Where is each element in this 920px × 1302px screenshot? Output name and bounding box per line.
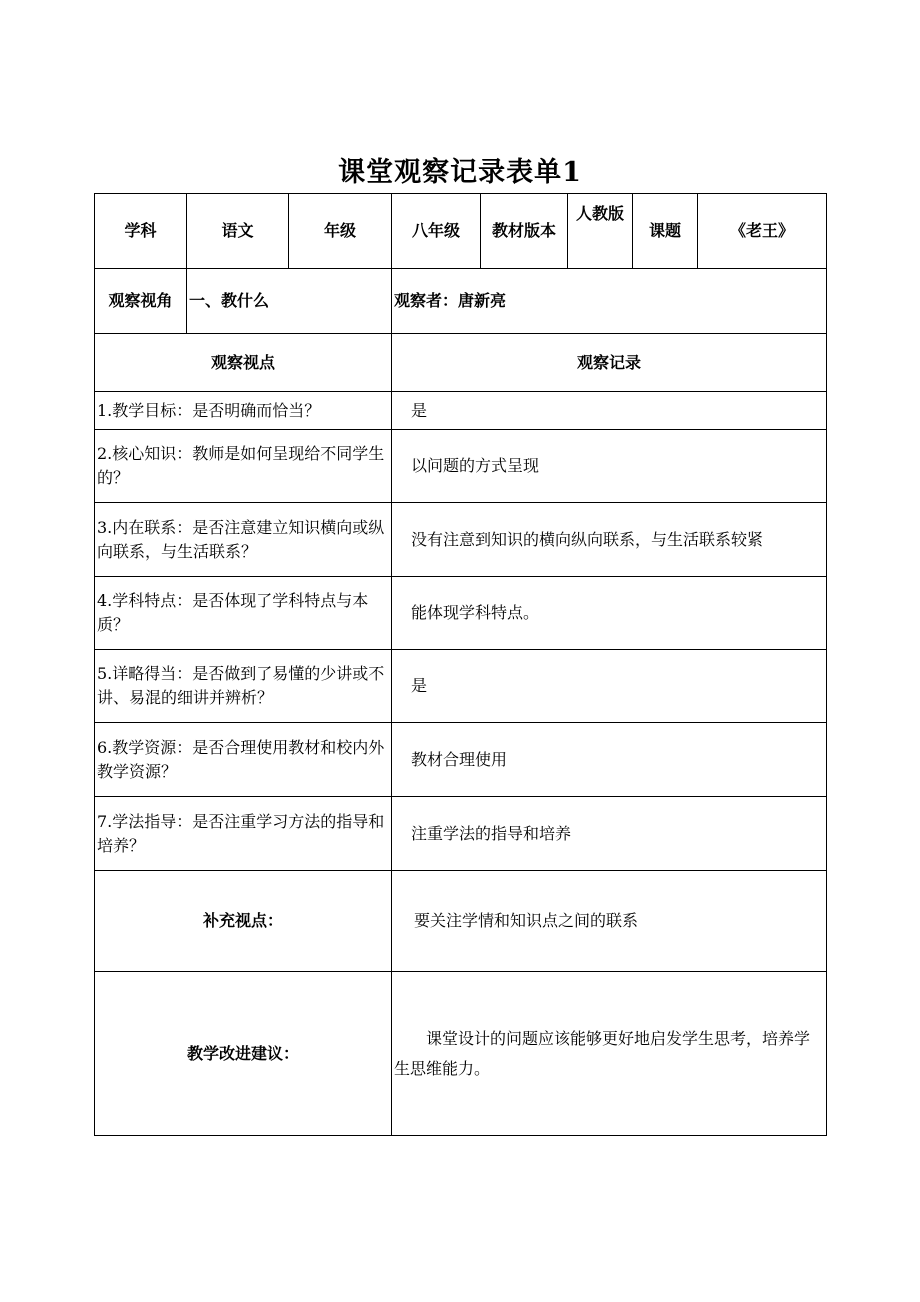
points-header: 观察视点 bbox=[94, 333, 392, 392]
subject-label: 学科 bbox=[94, 193, 187, 269]
point-cell: 2.核心知识：教师是如何呈现给不同学生的？ bbox=[94, 429, 392, 503]
perspective-label: 观察视角 bbox=[94, 268, 187, 334]
records-header: 观察记录 bbox=[391, 333, 827, 392]
grade-label: 年级 bbox=[288, 193, 392, 269]
subject-value: 语文 bbox=[186, 193, 289, 269]
supplement-value: 要关注学情和知识点之间的联系 bbox=[391, 870, 827, 972]
record-cell: 注重学法的指导和培养 bbox=[391, 796, 827, 871]
record-cell: 以问题的方式呈现 bbox=[391, 429, 827, 503]
supplement-label: 补充视点： bbox=[94, 870, 392, 972]
point-cell: 3.内在联系：是否注意建立知识横向或纵向联系，与生活联系？ bbox=[94, 502, 392, 577]
point-cell: 5.详略得当：是否做到了易懂的少讲或不讲、易混的细讲并辨析？ bbox=[94, 649, 392, 723]
point-cell: 7.学法指导：是否注重学习方法的指导和培养？ bbox=[94, 796, 392, 871]
record-cell: 能体现学科特点。 bbox=[391, 576, 827, 650]
edition-label: 教材版本 bbox=[480, 193, 568, 269]
record-cell: 是 bbox=[391, 391, 827, 430]
record-cell: 没有注意到知识的横向纵向联系，与生活联系较紧 bbox=[391, 502, 827, 577]
point-cell: 4.学科特点：是否体现了学科特点与本质？ bbox=[94, 576, 392, 650]
grade-value: 八年级 bbox=[391, 193, 481, 269]
point-cell: 6.教学资源：是否合理使用教材和校内外教学资源？ bbox=[94, 722, 392, 797]
perspective-value: 一、教什么 bbox=[186, 268, 392, 334]
observer: 观察者：唐新亮 bbox=[391, 268, 827, 334]
point-cell: 1.教学目标：是否明确而恰当？ bbox=[94, 391, 392, 430]
advice-label: 教学改进建议： bbox=[94, 971, 392, 1136]
record-cell: 是 bbox=[391, 649, 827, 723]
topic-value: 《老王》 bbox=[697, 193, 827, 269]
record-cell: 教材合理使用 bbox=[391, 722, 827, 797]
topic-label: 课题 bbox=[632, 193, 698, 269]
page-title: 课堂观察记录表单1 bbox=[338, 157, 582, 188]
advice-value: 课堂设计的问题应该能够更好地启发学生思考，培养学生思维能力。 bbox=[391, 971, 827, 1136]
edition-value: 人教版 bbox=[567, 193, 633, 269]
